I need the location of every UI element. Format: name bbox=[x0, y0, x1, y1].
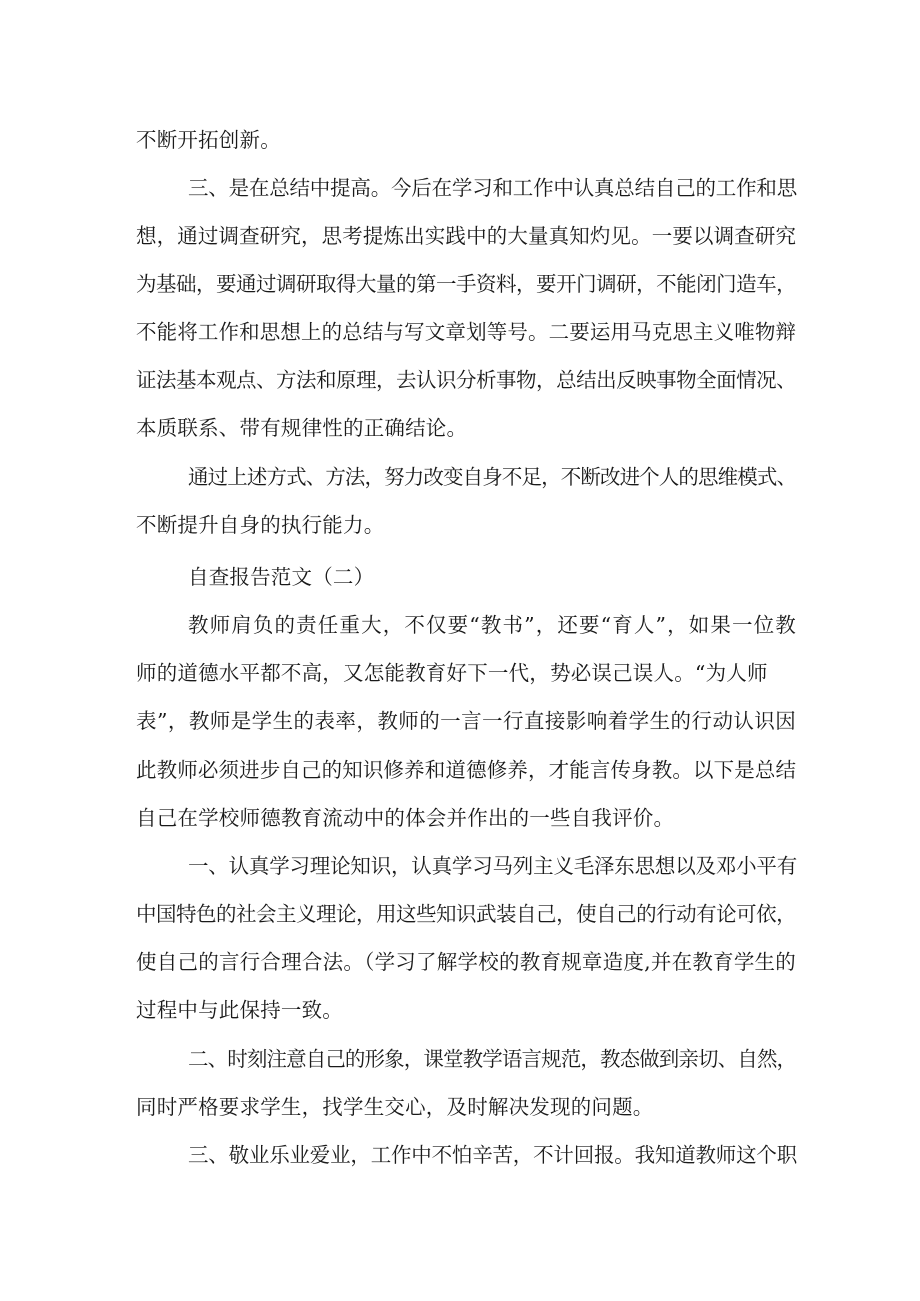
text-line: 同时严格要求学生，找学生交心，及时解决发现的问题。 bbox=[136, 1095, 654, 1119]
paragraph-start-line: 教师肩负的责任重大，不仅要“教书”，还要“育人”，如果一位教 bbox=[188, 613, 796, 637]
text-line: 中国特色的社会主义理论，用这些知识武装自己，使自己的行动有论可依， bbox=[136, 902, 796, 926]
text-line: 不断开拓创新。 bbox=[136, 128, 281, 152]
paragraph-start-line: 三、敬业乐业爱业，工作中不怕辛苦，不计回报。我知道教师这个职 bbox=[188, 1143, 797, 1167]
text-line: 证法基本观点、方法和原理，去认识分析事物，总结出反映事物全面情况、 bbox=[136, 368, 796, 392]
text-line: 为基础，要通过调研取得大量的第一手资料，要开门调研，不能闭门造车， bbox=[136, 272, 796, 296]
text-line: 表”，教师是学生的表率，教师的一言一行直接影响着学生的行动认识因 bbox=[136, 709, 796, 733]
text-line: 过程中与此保持一致。 bbox=[136, 998, 343, 1022]
text-line: 想，通过调查研究，思考提炼出实践中的大量真知灼见。一要以调查研究 bbox=[136, 224, 796, 248]
section-heading: 自查报告范文（二） bbox=[188, 565, 375, 589]
text-line: 自己在学校师德教育流动中的体会并作出的一些自我评价。 bbox=[136, 806, 675, 830]
paragraph-start-line: 二、时刻注意自己的形象，课堂教学语言规范，教态做到亲切、自然， bbox=[188, 1047, 796, 1071]
text-line: 不断提升自身的执行能力。 bbox=[136, 513, 385, 537]
paragraph-start-line: 三、是在总结中提高。今后在学习和工作中认真总结自己的工作和思 bbox=[188, 176, 797, 200]
text-line: 师的道德水平都不高，又怎能教育好下一代，势必误己误人。“为人师 bbox=[136, 661, 768, 685]
paragraph-start-line: 通过上述方式、方法，努力改变自身不足，不断改进个人的思维模式、 bbox=[188, 465, 796, 489]
paragraph-start-line: 一、认真学习理论知识，认真学习马列主义毛泽东思想以及邓小平有 bbox=[188, 854, 797, 878]
text-line: 本质联系、带有规律性的正确结论。 bbox=[136, 416, 468, 440]
text-line: 使自己的言行合理合法。（学习了解学校的教育规章造度,并在教育学生的 bbox=[136, 950, 796, 974]
text-line: 此教师必须进步自己的知识修养和道德修养，才能言传身教。以下是总结 bbox=[136, 758, 796, 782]
text-line: 不能将工作和思想上的总结与写文章划等号。二要运用马克思主义唯物辩 bbox=[136, 320, 796, 344]
